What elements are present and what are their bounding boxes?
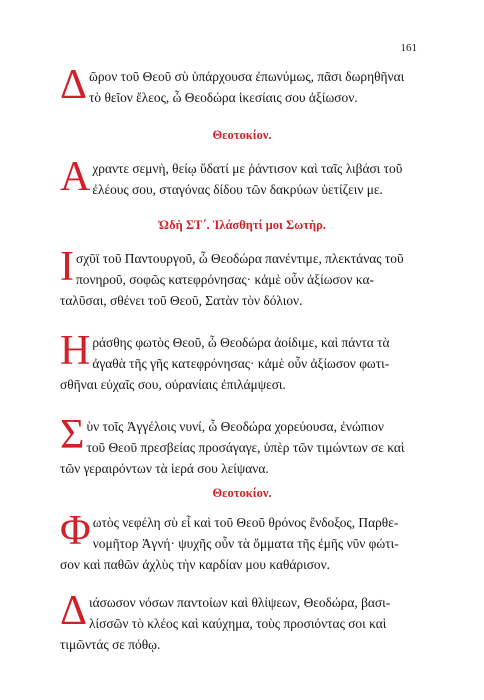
line: τιμῶντάς σε πόθῳ.: [60, 637, 161, 652]
theotokion-2: [60, 508, 424, 575]
line: ωτὸς νεφέλη σὺ εἶ καὶ τοῦ Θεοῦ θρόνος ἔνδοξος, Παρθε-: [92, 515, 399, 530]
line: ἐλέους σου, σταγόνας δίδου τῶν δακρύων ὑετίζειν με.: [92, 182, 383, 197]
line: ράσθης φωτὸς Θεοῦ, ὦ Θεοδώρα ἀοίδιμε, καὶ πάντα τὰ: [92, 335, 390, 350]
heading-ode-6: Ὠδὴ ΣΤ΄. Ἱλάσθητί μοι Σωτὴρ.: [158, 218, 326, 232]
line: σχῦϊ τοῦ Παντουργοῦ, ὦ Θεοδώρα πανέντιμε, πλεκτάνας τοῦ: [76, 251, 404, 266]
line: ιάσωσον νόσων παντοίων καὶ θλίψεων, Θεοδώρα, βασι-: [89, 595, 391, 610]
theotokion-1: [60, 154, 424, 200]
drop-cap: Δ: [60, 588, 88, 634]
line: λίσσῶν τὸ κλέος καὶ καύχημα, τοὺς προσιόντας σοι καὶ: [89, 616, 387, 631]
heading-theotokion-1: Θεοτοκίον.: [212, 128, 272, 142]
line: σον καὶ παθῶν ἀχλὺς τὴν καρδίαν μου καθάρισον.: [60, 557, 331, 572]
troparion-2: [60, 244, 424, 311]
line: νομῆτορ Ἁγνή· ψυχῆς οὖν τὰ ὄμματα τῆς ἐμῆς νῦν φώτι-: [92, 536, 399, 551]
line: τὸ θεῖον ἔλεος, ὦ Θεοδώρα ἱκεσίαις σου ἀξίωσον.: [89, 90, 358, 105]
line: πονηροῦ, σοφῶς κατεφρόνησας· κἀμὲ οὖν ἀξίωσον κα-: [76, 272, 374, 287]
drop-cap: Α: [60, 154, 91, 200]
page-number: 161: [400, 42, 417, 54]
drop-cap: Φ: [60, 508, 91, 554]
troparion-3: [60, 328, 424, 395]
line: τῶν γεραιρόντων τὰ ἱερά σου λείψανα.: [60, 461, 269, 476]
line: ῶρον τοῦ Θεοῦ σὺ ὑπάρχουσα ἐπωνύμως, πᾶσι δωρηθῆναι: [89, 69, 405, 84]
line: χραντε σεμνὴ, θείῳ ὕδατί με ῥάντισον καὶ ταῖς λιβάσι τοῦ: [92, 161, 403, 176]
troparion-4: [60, 412, 424, 479]
theotokion-3: [60, 588, 424, 655]
line: ἀγαθὰ τῆς γῆς κατεφρόνησας· κἀμὲ οὖν ἀξίωσον φωτι-: [92, 356, 390, 371]
drop-cap: Δ: [60, 62, 88, 108]
line: ὺν τοῖς Ἀγγέλοις νυνί, ὦ Θεοδώρα χορεύουσα, ἐνώπιον: [86, 419, 384, 434]
heading-theotokion-2: Θεοτοκίον.: [212, 486, 272, 500]
drop-cap: Ι: [60, 244, 74, 290]
troparion-1: [60, 62, 424, 108]
line: σθῆναι εὐχαῖς σου, οὐρανίαις ἐπιλάμψεσι.: [60, 377, 286, 392]
drop-cap: Σ: [60, 412, 85, 458]
drop-cap: Η: [60, 328, 91, 374]
line: τοῦ Θεοῦ πρεσβείας προσάγαγε, ὑπὲρ τῶν τιμώντων σε καὶ: [86, 440, 405, 455]
line: ταλῦσαι, σθένει τοῦ Θεοῦ, Σατὰν τὸν δόλιον.: [60, 293, 303, 308]
